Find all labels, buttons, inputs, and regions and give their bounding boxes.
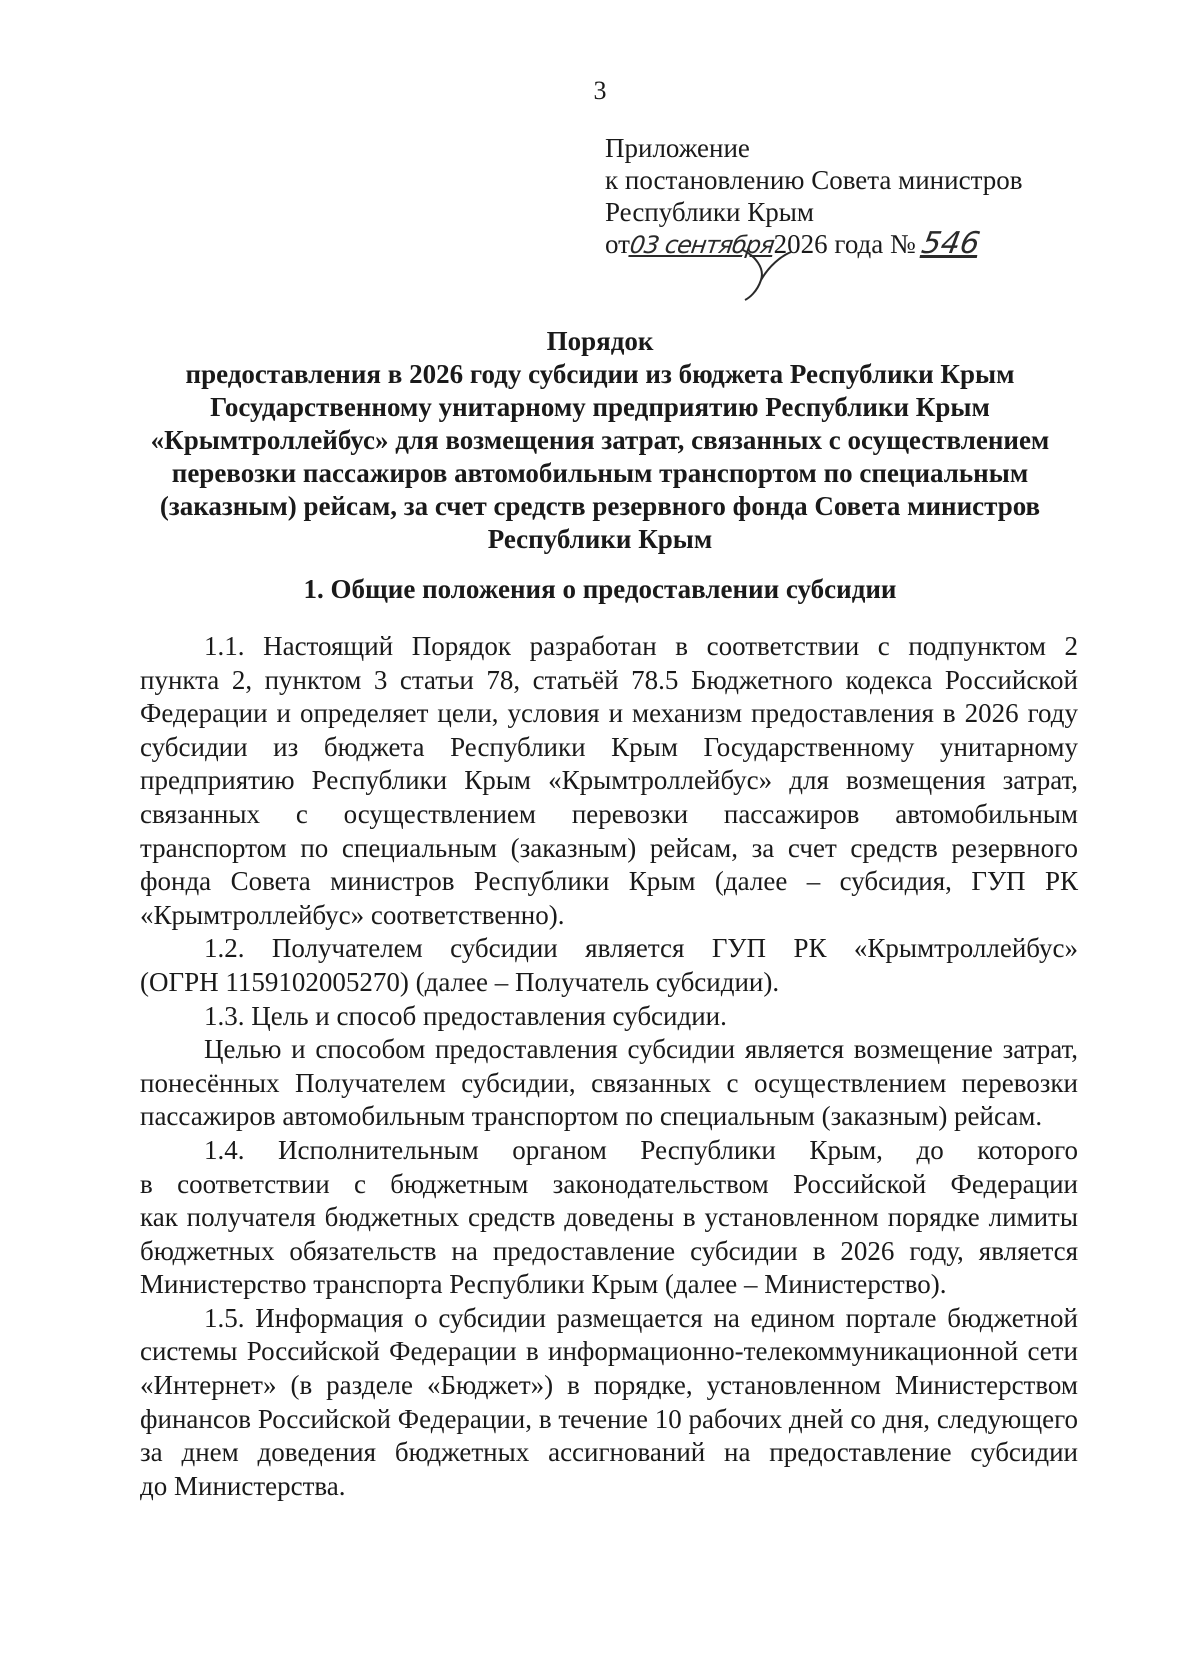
section-heading: 1. Общие положения о предоставлении субсидии — [303, 574, 897, 604]
title-line: перевозки пассажиров автомобильным транспортом по специальным — [171, 458, 1029, 488]
text-line: финансов Российской Федерации, в течение 10 рабочих дней со дня, следующего — [140, 1403, 1078, 1434]
title-line: предоставления в 2026 году субсидии из бюджета Республики Крым — [185, 359, 1015, 389]
text-line: Целью и способом предоставления субсидии является возмещение затрат, — [204, 1034, 1078, 1065]
appendix-date-line — [605, 228, 1022, 261]
text-line: 1.3. Цель и способ предоставления субсидии. — [204, 1000, 727, 1031]
title-line: (заказным) рейсам, за счет средств резервного фонда Совета министров — [159, 491, 1041, 521]
handwritten-date: 03 сентября — [627, 231, 776, 259]
paragraph-1-3-body — [140, 1033, 1078, 1134]
text-line: как получателя бюджетных средств доведены в установленном порядке лимиты — [140, 1202, 1078, 1233]
date-suffix: 2026 года № — [773, 229, 916, 259]
text-line: пассажиров автомобильным транспортом по специальным (заказным) рейсам. — [140, 1101, 1043, 1132]
handwritten-number: 546 — [918, 226, 983, 261]
appendix-line-1: Приложение — [605, 133, 750, 163]
text-line: бюджетных обязательств на предоставление субсидии в 2026 году, является — [140, 1235, 1078, 1266]
text-line: Федерации и определяет цели, условия и механизм предоставления в 2026 году — [140, 698, 1078, 729]
appendix-line-3: Республики Крым — [605, 197, 814, 227]
title-line: Государственному унитарному предприятию Республики Крым — [210, 392, 990, 422]
paragraph-1-1 — [140, 630, 1078, 932]
text-line: предприятию Республики Крым «Крымтроллейбус» для возмещения затрат, — [140, 765, 1078, 796]
title-line: «Крымтроллейбус» для возмещения затрат, связанных с осуществлением — [150, 425, 1050, 455]
paragraph-1-5 — [140, 1302, 1078, 1504]
text-line: фонда Совета министров Республики Крым (далее – субсидия, ГУП РК — [140, 866, 1078, 897]
page-number: 3 — [593, 76, 607, 105]
text-line: связанных с осуществлением перевозки пассажиров автомобильным — [140, 798, 1078, 829]
paragraph-1-4 — [140, 1134, 1078, 1302]
text-line: 1.5. Информация о субсидии размещается на едином портале бюджетной — [204, 1302, 1078, 1333]
text-line: «Крымтроллейбус» соответственно). — [140, 899, 565, 930]
text-line: субсидии из бюджета Республики Крым Государственному унитарному — [140, 731, 1078, 762]
text-line: «Интернет» (в разделе «Бюджет») в порядке, установленном Министерством — [140, 1370, 1078, 1401]
text-line: пункта 2, пунктом 3 статьи 78, статьёй 78.5 Бюджетного кодекса Российской — [140, 664, 1078, 695]
text-line: до Министерства. — [140, 1470, 346, 1501]
document-title — [140, 325, 1060, 556]
title-line: Порядок — [546, 326, 654, 356]
text-line: 1.4. Исполнительным органом Республики Крым, до которого — [204, 1134, 1078, 1165]
paragraph-1-2 — [140, 932, 1078, 999]
text-line: Министерство транспорта Республики Крым (далее – Министерство). — [140, 1269, 947, 1300]
text-line: понесённых Получателем субсидии, связанных с осуществлением перевозки — [140, 1067, 1078, 1098]
text-line: 1.2. Получателем субсидии является ГУП РК «Крымтроллейбус» — [204, 933, 1078, 964]
text-line: системы Российской Федерации в информационно-телекоммуникационной сети — [140, 1336, 1078, 1367]
text-line: 1.1. Настоящий Порядок разработан в соответствии с подпунктом 2 — [204, 631, 1078, 661]
text-line: транспортом по специальным (заказным) рейсам, за счет средств резервного — [140, 832, 1078, 863]
text-line: за днем доведения бюджетных ассигнований на предоставление субсидии — [140, 1437, 1078, 1468]
text-line: (ОГРН 1159102005270) (далее – Получатель субсидии). — [140, 966, 780, 997]
appendix-line-2: к постановлению Совета министров — [605, 165, 1023, 195]
title-line: Республики Крым — [487, 524, 713, 554]
text-line: в соответствии с бюджетным законодательством Российской Федерации — [140, 1168, 1078, 1199]
body-text — [140, 630, 1078, 1503]
signature-stroke-icon — [735, 246, 795, 302]
paragraph-1-3 — [140, 1000, 1078, 1034]
date-prefix: от — [605, 229, 630, 259]
appendix-block — [605, 132, 1022, 261]
